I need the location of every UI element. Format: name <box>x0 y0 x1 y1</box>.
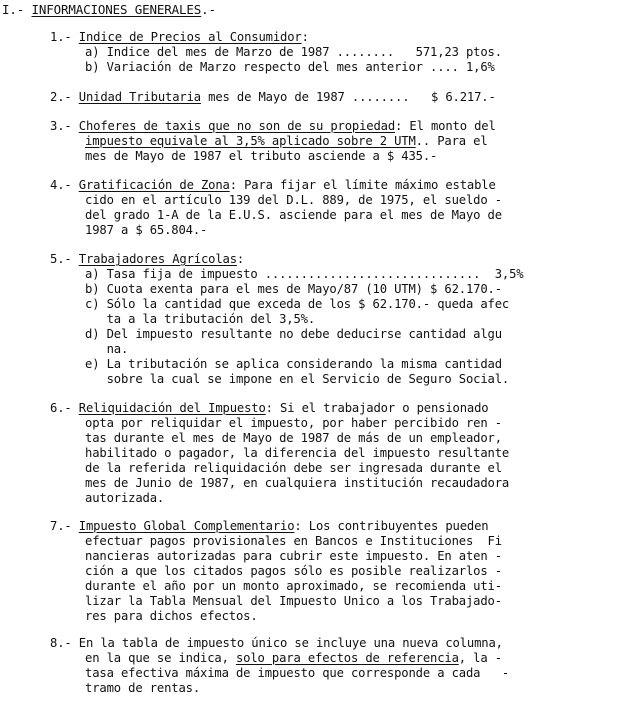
underlined-text: solo para efectos de referencia <box>235 651 459 665</box>
item-2-heading <box>50 90 496 105</box>
item-number: 2.- <box>50 90 72 104</box>
line-suffix: .. Para el <box>415 134 488 148</box>
item-5-line: e) La tributación se aplica considerando la misma cantidad <box>85 357 502 371</box>
item-heading-suffix: : El monto del <box>395 119 496 133</box>
item-number: 1.- <box>50 30 72 44</box>
item-6-line: autorizada. <box>85 491 165 505</box>
item-6-line: mes de Junio de 1987, en cualquiera institución recaudadora <box>85 476 510 490</box>
line-suffix: , la - <box>458 651 502 665</box>
item-5-line: c) Sólo la cantidad que exceda de los $ 62.170.- queda afec <box>85 297 510 311</box>
item-8-line <box>85 651 502 666</box>
underlined-text: impuesto equivale al 3,5% aplicado sobre 2 UTM <box>85 134 416 148</box>
item-7-line: efectuar pagos provisionales en Bancos e Instituciones Fi <box>85 534 502 548</box>
item-heading: Indice de Precios al Consumidor <box>78 30 302 44</box>
item-number: 3.- <box>50 119 72 133</box>
item-4-line: 1987 a $ 65.804.- <box>85 223 208 237</box>
item-5-line: na. <box>85 342 129 356</box>
item-5-line: b) Cuota exenta para el mes de Mayo/87 (10 UTM) $ 62.170.- <box>85 282 502 296</box>
item-7-heading <box>50 519 488 534</box>
item-6-line: opta por reliquidar el impuesto, por haber percibido ren - <box>85 416 502 430</box>
item-5-line: a) Tasa fija de impuesto .............................. 3,5% <box>85 267 524 281</box>
item-heading-suffix: mes de Mayo de 1987 ........ $ 6.217.- <box>200 90 496 104</box>
item-3-line: mes de Mayo de 1987 el tributo asciende a $ 435.- <box>85 149 438 163</box>
item-5-line: d) Del impuesto resultante no debe deducirse cantidad algu <box>85 327 502 341</box>
item-4-heading <box>50 178 496 193</box>
item-7-line: lizar la Tabla Mensual del Impuesto Unico a los Trabajado- <box>85 594 502 608</box>
item-8-first-line <box>50 636 503 651</box>
item-5-line: sobre la cual se impone en el Servicio de Seguro Social. <box>85 372 510 386</box>
item-number: 5.- <box>50 252 72 266</box>
item-5-line: ta a la tributación del 3,5%. <box>85 312 315 326</box>
section-roman: I.- <box>2 2 25 17</box>
item-heading: Reliquidación del Impuesto <box>78 401 266 415</box>
item-7-line: nancieras autorizadas para cubrir este impuesto. En aten - <box>85 549 502 563</box>
section-header <box>2 2 216 17</box>
item-7-line: res para dichos efectos. <box>85 609 258 623</box>
item-6-line: habilitado o pagador, la diferencia del impuesto resultante <box>85 446 510 460</box>
section-title: INFORMACIONES GENERALES <box>31 2 202 17</box>
item-1-line: a) Indice del mes de Marzo de 1987 ........ 571,23 ptos. <box>85 45 502 59</box>
item-5-heading <box>50 252 244 267</box>
item-heading-suffix: : Los contribuyentes pueden <box>294 519 489 533</box>
item-number: 6.- <box>50 401 72 415</box>
item-number: 7.- <box>50 519 72 533</box>
item-8-line: tramo de rentas. <box>85 681 200 695</box>
item-heading: Trabajadores Agrícolas <box>78 252 237 266</box>
line-prefix: en la que se indica, <box>85 651 236 665</box>
item-number: 4.- <box>50 178 72 192</box>
item-7-line: ción a que los citados pagos sólo es posible realizarlos - <box>85 564 502 578</box>
item-text: En la tabla de impuesto único se incluye una nueva columna, <box>78 636 503 650</box>
item-1-line: b) Variación de Marzo respecto del mes anterior .... 1,6% <box>85 60 495 74</box>
item-heading-suffix: : <box>236 252 245 266</box>
item-heading-suffix: : Si el trabajador o pensionado <box>265 401 489 415</box>
item-3-line <box>85 134 488 149</box>
item-heading-suffix: : <box>301 30 309 44</box>
section-title-suffix: .- <box>201 2 216 17</box>
item-7-line: durante el año por un monto aproximado, se recomienda uti- <box>85 579 502 593</box>
item-heading-suffix: : Para fijar el límite máximo estable <box>229 178 496 192</box>
item-1-heading <box>50 30 309 45</box>
item-6-line: tas durante el mes de Mayo de 1987 de más de un empleador, <box>85 431 502 445</box>
item-number: 8.- <box>50 636 72 650</box>
item-4-line: del grado 1-A de la E.U.S. asciende para el mes de Mayo de <box>85 208 502 222</box>
item-8-line: tasa efectiva máxima de impuesto que corresponde a cada - <box>85 666 510 680</box>
item-heading: Impuesto Global Complementario <box>78 519 295 533</box>
item-3-heading <box>50 119 496 134</box>
item-heading: Choferes de taxis que no son de su propiedad <box>78 119 395 133</box>
item-6-heading <box>50 401 488 416</box>
item-heading: Unidad Tributaria <box>78 90 201 104</box>
item-6-line: de la referida reliquidación debe ser ingresada durante el <box>85 461 502 475</box>
item-heading: Gratificación de Zona <box>78 178 230 192</box>
item-4-line: cido en el artículo 139 del D.L. 889, de 1975, el sueldo - <box>85 193 502 207</box>
